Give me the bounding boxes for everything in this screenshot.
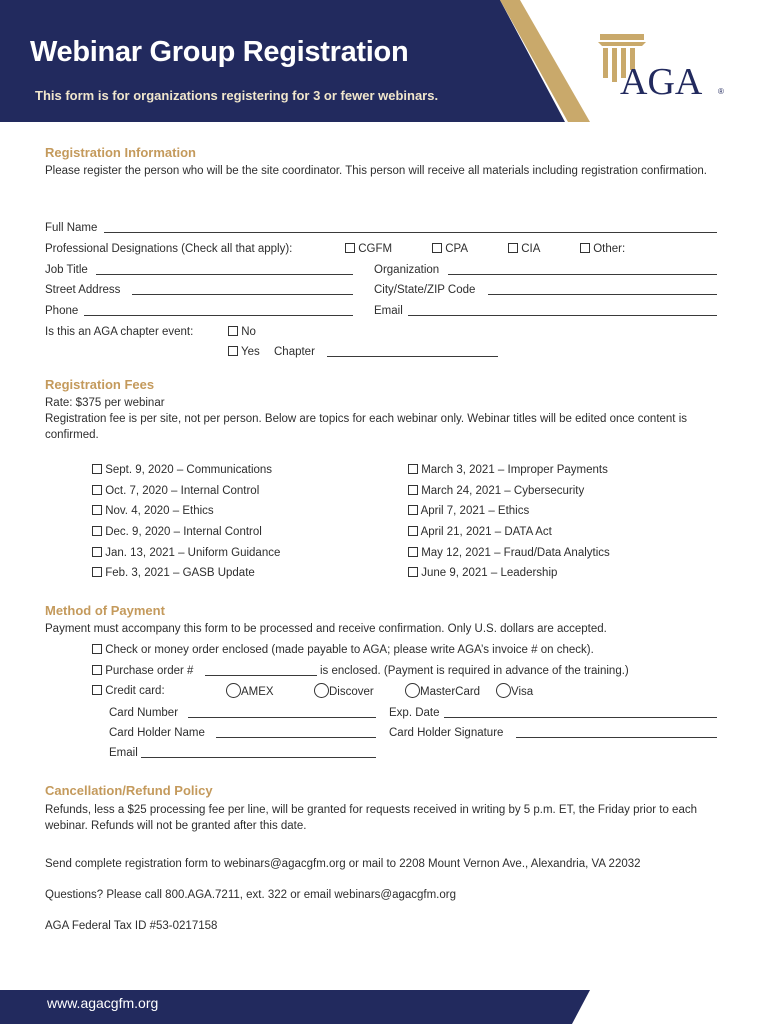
- checkbox-icon[interactable]: [92, 644, 102, 654]
- checkbox-icon[interactable]: [92, 567, 102, 577]
- email-label: Email: [374, 305, 403, 317]
- fee-rate: Rate: $375 per webinar: [45, 397, 165, 409]
- registration-intro: Please register the person who will be the site coordinator. This person will receive all materials including registration confirmation.: [45, 165, 707, 177]
- checkbox-icon[interactable]: [408, 464, 418, 474]
- street-address-field[interactable]: [132, 294, 353, 295]
- checkbox-icon[interactable]: [92, 547, 102, 557]
- checkbox-icon[interactable]: [92, 464, 102, 474]
- phone-label: Phone: [45, 305, 79, 317]
- po-number-field[interactable]: [205, 675, 317, 676]
- payment-section-title: Method of Payment: [45, 603, 165, 618]
- webinar-option[interactable]: Nov. 4, 2020 – Ethics: [92, 503, 392, 524]
- checkbox-icon[interactable]: [432, 243, 442, 253]
- payment-check-option[interactable]: Check or money order enclosed (made payable to AGA; please write AGA’s invoice # on check).: [92, 642, 594, 658]
- card-mastercard[interactable]: MasterCard: [405, 683, 480, 700]
- phone-field[interactable]: [84, 315, 353, 316]
- radio-icon[interactable]: [314, 683, 329, 698]
- checkbox-icon[interactable]: [92, 665, 102, 675]
- website-link[interactable]: www.agacgfm.org: [47, 995, 159, 1011]
- payment-email-label: Email: [109, 747, 138, 759]
- policy-text: Refunds, less a $25 processing fee per line, will be granted for requests received in writing by 5 p.m. ET, the Friday prior to each webinar. Refunds will not be granted after this date.: [45, 804, 697, 832]
- po-suffix: is enclosed. (Payment is required in advance of the training.): [320, 665, 629, 677]
- logo-text: AGA: [620, 61, 703, 100]
- checkbox-icon[interactable]: [92, 505, 102, 515]
- checkbox-icon[interactable]: [228, 326, 238, 336]
- radio-icon[interactable]: [226, 683, 241, 698]
- webinar-option[interactable]: March 3, 2021 – Improper Payments: [408, 462, 728, 483]
- fee-note: Registration fee is per site, not per person. Below are topics for each webinar only. Webinar titles will be edited once content is confirmed.: [45, 413, 687, 441]
- job-title-field[interactable]: [96, 274, 353, 275]
- designation-other[interactable]: Other:: [580, 241, 625, 257]
- chapter-label: Chapter: [274, 346, 315, 358]
- payment-email-field[interactable]: [141, 757, 376, 758]
- fees-section-title: Registration Fees: [45, 377, 155, 392]
- webinar-option[interactable]: Jan. 13, 2021 – Uniform Guidance: [92, 545, 392, 566]
- webinar-option[interactable]: Dec. 9, 2020 – Internal Control: [92, 524, 392, 545]
- webinar-option[interactable]: March 24, 2021 – Cybersecurity: [408, 483, 728, 504]
- webinar-option[interactable]: Feb. 3, 2021 – GASB Update: [92, 565, 392, 586]
- card-number-label: Card Number: [109, 707, 179, 719]
- card-discover[interactable]: Discover: [314, 683, 374, 700]
- job-title-label: Job Title: [45, 264, 88, 276]
- organization-label: Organization: [374, 264, 440, 276]
- exp-date-field[interactable]: [444, 717, 717, 718]
- card-holder-name-label: Card Holder Name: [109, 727, 205, 739]
- checkbox-icon[interactable]: [408, 567, 418, 577]
- page-subtitle: This form is for organizations registering for 3 or fewer webinars.: [35, 88, 439, 103]
- chapter-field[interactable]: [327, 356, 498, 357]
- checkbox-icon[interactable]: [345, 243, 355, 253]
- card-holder-name-field[interactable]: [216, 737, 376, 738]
- radio-icon[interactable]: [496, 683, 511, 698]
- chapter-event-no[interactable]: No: [228, 324, 256, 340]
- organization-field[interactable]: [448, 274, 717, 275]
- tax-id: AGA Federal Tax ID #53-0217158: [45, 920, 218, 932]
- card-amex[interactable]: AMEX: [226, 683, 274, 700]
- registration-section-title: Registration Information: [45, 145, 196, 160]
- checkbox-icon[interactable]: [408, 547, 418, 557]
- payment-credit-option[interactable]: Credit card:: [92, 683, 165, 699]
- payment-po-option[interactable]: Purchase order #: [92, 663, 193, 679]
- checkbox-icon[interactable]: [408, 485, 418, 495]
- page-title: Webinar Group Registration: [30, 36, 409, 68]
- card-visa[interactable]: Visa: [496, 683, 533, 700]
- policy-section-title: Cancellation/Refund Policy: [45, 783, 213, 798]
- questions-contact: Questions? Please call 800.AGA.7211, ext. 322 or email webinars@agacgfm.org: [45, 889, 456, 901]
- exp-date-label: Exp. Date: [389, 707, 440, 719]
- designations-label: Professional Designations (Check all that apply):: [45, 243, 293, 255]
- designation-cia[interactable]: CIA: [508, 241, 540, 257]
- checkbox-icon[interactable]: [92, 526, 102, 536]
- checkbox-icon[interactable]: [580, 243, 590, 253]
- webinar-option[interactable]: Oct. 7, 2020 – Internal Control: [92, 483, 392, 504]
- webinar-option[interactable]: April 7, 2021 – Ethics: [408, 503, 728, 524]
- card-holder-signature-field[interactable]: [516, 737, 717, 738]
- designation-cpa[interactable]: CPA: [432, 241, 468, 257]
- card-number-field[interactable]: [188, 717, 376, 718]
- city-state-zip-field[interactable]: [488, 294, 717, 295]
- chapter-event-yes[interactable]: Yes: [228, 344, 260, 360]
- street-address-label: Street Address: [45, 284, 121, 296]
- checkbox-icon[interactable]: [408, 526, 418, 536]
- webinar-option[interactable]: April 21, 2021 – DATA Act: [408, 524, 728, 545]
- checkbox-icon[interactable]: [408, 505, 418, 515]
- email-field[interactable]: [408, 315, 717, 316]
- checkbox-icon[interactable]: [508, 243, 518, 253]
- full-name-field[interactable]: [104, 232, 717, 233]
- radio-icon[interactable]: [405, 683, 420, 698]
- chapter-event-question: Is this an AGA chapter event:: [45, 326, 194, 338]
- webinar-list-left: [92, 462, 392, 586]
- checkbox-icon[interactable]: [92, 485, 102, 495]
- send-instructions: Send complete registration form to webinars@agacgfm.org or mail to 2208 Mount Vernon Ave., Alexandria, VA 22032: [45, 858, 641, 870]
- webinar-list-right: [408, 462, 728, 586]
- full-name-label: Full Name: [45, 222, 98, 234]
- designation-cgfm[interactable]: CGFM: [345, 241, 392, 257]
- card-holder-signature-label: Card Holder Signature: [389, 727, 504, 739]
- checkbox-icon[interactable]: [92, 685, 102, 695]
- webinar-option[interactable]: May 12, 2021 – Fraud/Data Analytics: [408, 545, 728, 566]
- city-state-zip-label: City/State/ZIP Code: [374, 284, 476, 296]
- webinar-option[interactable]: Sept. 9, 2020 – Communications: [92, 462, 392, 483]
- svg-text:®: ®: [718, 87, 724, 96]
- webinar-option[interactable]: June 9, 2021 – Leadership: [408, 565, 728, 586]
- checkbox-icon[interactable]: [228, 346, 238, 356]
- payment-intro: Payment must accompany this form to be processed and receive confirmation. Only U.S. dollars are accepted.: [45, 623, 607, 635]
- aga-logo: [596, 30, 726, 100]
